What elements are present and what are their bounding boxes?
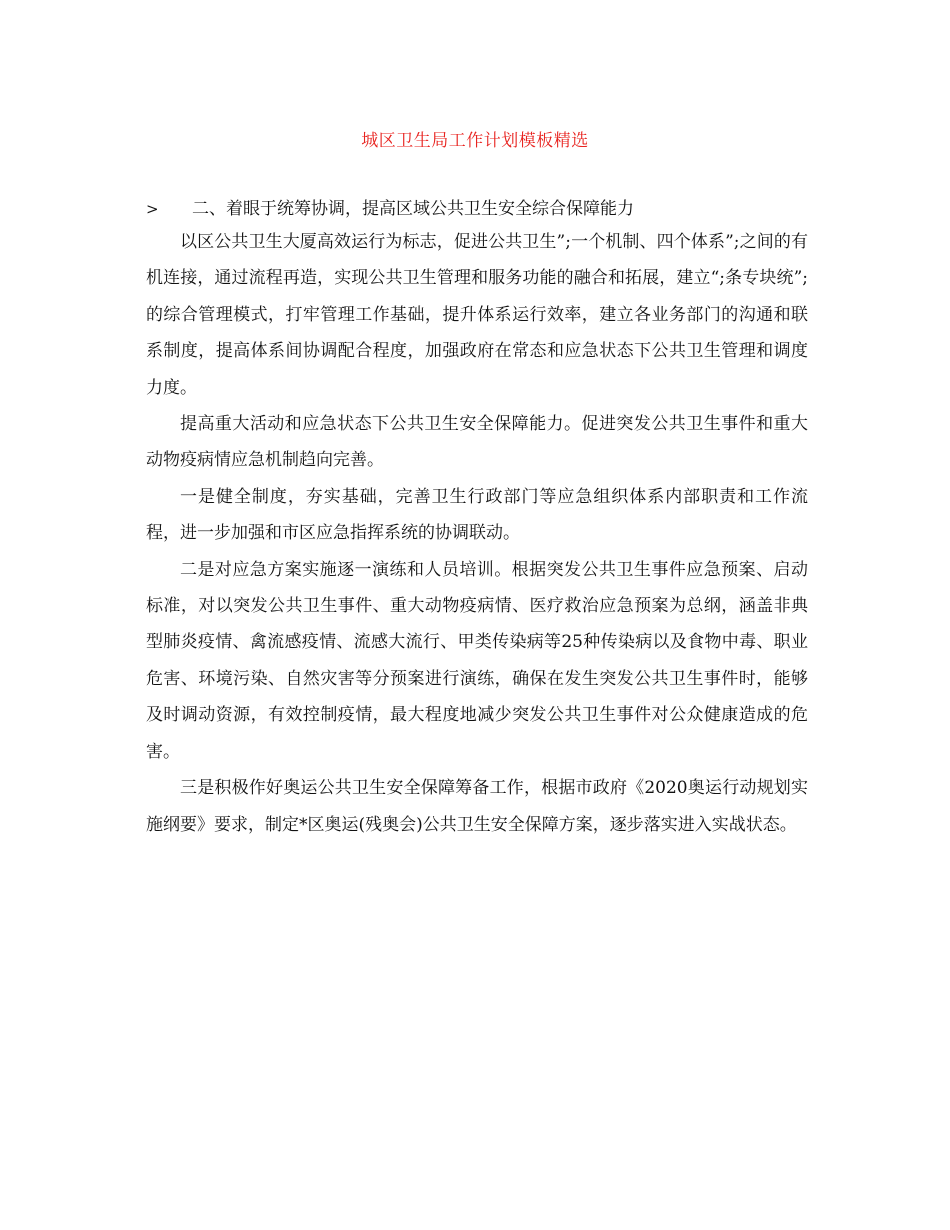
section-heading-text: 二、着眼于统筹协调，提高区域公共卫生安全综合保障能力 [192,199,634,219]
paragraph: 一是健全制度，夯实基础，完善卫生行政部门等应急组织体系内部职责和工作流程，进一步加强和市区应急指挥系统的协调联动。 [146,486,808,544]
section-heading [146,198,806,220]
paragraph: 三是积极作好奥运公共卫生安全保障筹备工作，根据市政府《2020奥运行动规划实施纲要》要求，制定*区奥运(残奥会)公共卫生安全保障方案，逐步落实进入实战状态。 [146,778,808,835]
paragraph: 提高重大活动和应急状态下公共卫生安全保障能力。促进突发公共卫生事件和重大动物疫病情应急机制趋向完善。 [146,414,808,471]
paragraph: 以区公共卫生大厦高效运行为标志，促进公共卫生”;一个机制、四个体系”;之间的有机连接，通过流程再造，实现公共卫生管理和服务功能的融合和拓展，建立“;条专块统”;的综合管理模式，打牢管理工作基础，提升体系运行效率，建立各业务部门的沟通和联系制度，提高体系间协调配合程度，加强政府在常态和应急状态下公共卫生管理和调度力度。 [146,232,808,398]
bullet-marker: > [146,200,159,218]
document-title: 城区卫生局工作计划模板精选 [361,131,589,151]
document-body [146,224,808,843]
paragraph: 二是对应急方案实施逐一演练和人员培训。根据突发公共卫生事件应急预案、启动标准，对以突发公共卫生事件、重大动物疫病情、医疗救治应急预案为总纲，涵盖非典型肺炎疫情、禽流感疫情、流感大流行、甲类传染病等25种传染病以及食物中毒、职业危害、环境污染、自然灾害等分预案进行演练，确保在发生突发公共卫生事件时，能够及时调动资源，有效控制疫情，最大程度地减少突发公共卫生事件对公众健康造成的危害。 [146,559,808,762]
